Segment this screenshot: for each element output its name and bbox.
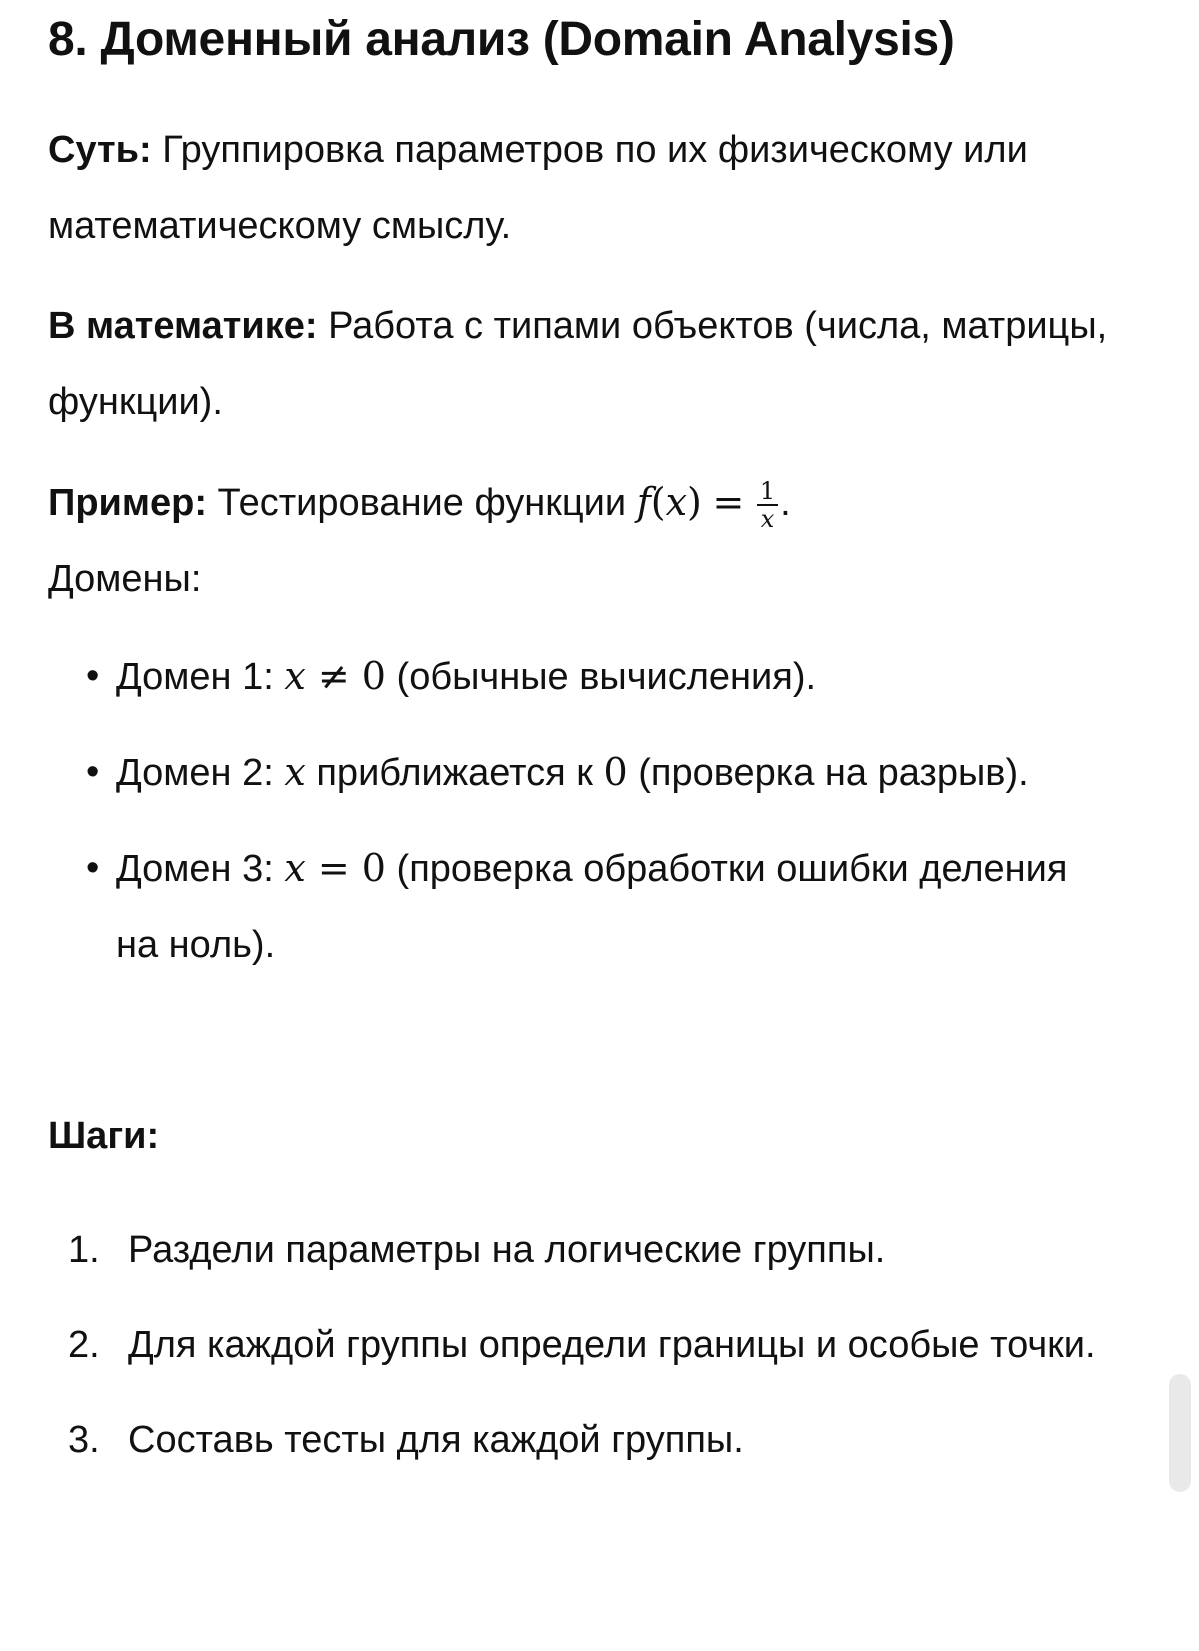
formula-period: . bbox=[780, 482, 791, 524]
domain-label: Домен 3: bbox=[116, 848, 285, 890]
domain-value: 0 bbox=[361, 654, 386, 698]
list-item bbox=[48, 638, 1108, 715]
bullet-icon: • bbox=[86, 655, 100, 697]
formula-equals: = bbox=[712, 480, 745, 524]
domain-value: 0 bbox=[361, 846, 386, 890]
step-number: 2. bbox=[68, 1324, 100, 1366]
domain-var: x bbox=[284, 750, 306, 794]
list-item bbox=[48, 1307, 1108, 1383]
formula-var: x bbox=[665, 480, 688, 524]
domains-label: Домены: bbox=[48, 558, 202, 600]
example-text: Тестирование функции bbox=[207, 482, 637, 524]
domains-list bbox=[48, 638, 1108, 1002]
step-text: Для каждой группы определи границы и особые точки. bbox=[128, 1324, 1096, 1366]
steps-title: Шаги: bbox=[48, 1115, 160, 1157]
domain-op: ≠ bbox=[305, 654, 362, 698]
essence-paragraph bbox=[48, 112, 1108, 264]
formula-paren-close: ) bbox=[687, 480, 702, 524]
domain-text: (проверка обработки ошибки деления на ноль). bbox=[116, 848, 1068, 966]
domain-op: приближается к bbox=[305, 752, 604, 794]
step-number: 1. bbox=[68, 1229, 100, 1271]
formula-fraction bbox=[757, 478, 778, 532]
domain-label: Домен 2: bbox=[116, 752, 285, 794]
fraction-denominator: x bbox=[760, 504, 775, 533]
domain-label: Домен 1: bbox=[116, 656, 285, 698]
page-title: 8. Доменный анализ (Domain Analysis) bbox=[48, 13, 955, 66]
step-text: Составь тесты для каждой группы. bbox=[128, 1419, 744, 1461]
formula-func: f bbox=[636, 480, 651, 524]
list-item bbox=[48, 1212, 1108, 1288]
steps-list bbox=[48, 1212, 1108, 1497]
list-item bbox=[48, 734, 1108, 811]
fraction-numerator: 1 bbox=[757, 478, 778, 506]
domain-var: x bbox=[284, 654, 306, 698]
list-item bbox=[48, 830, 1108, 983]
domain-value: 0 bbox=[603, 750, 628, 794]
article-content bbox=[48, 0, 1148, 1461]
example-paragraph bbox=[48, 464, 1108, 617]
scrollbar-thumb[interactable] bbox=[1169, 1374, 1191, 1492]
step-number: 3. bbox=[68, 1419, 100, 1461]
domain-text: (обычные вычисления). bbox=[385, 656, 817, 698]
bullet-icon: • bbox=[86, 751, 100, 793]
bullet-icon: • bbox=[86, 847, 100, 889]
formula-paren-open: ( bbox=[650, 480, 666, 524]
domain-var: x bbox=[284, 846, 306, 890]
step-text: Раздели параметры на логические группы. bbox=[128, 1229, 886, 1271]
math-label: В математике: bbox=[48, 305, 318, 347]
list-item bbox=[48, 1402, 1108, 1478]
essence-text: Группировка параметров по их физическому или математическому смыслу. bbox=[48, 129, 1028, 247]
essence-label: Суть: bbox=[48, 129, 152, 171]
domain-text: (проверка на разрыв). bbox=[627, 752, 1029, 794]
example-label: Пример: bbox=[48, 482, 207, 524]
domain-op: = bbox=[305, 846, 362, 890]
math-text: Работа с типами объектов (числа, матрицы, функции). bbox=[48, 305, 1108, 423]
math-paragraph bbox=[48, 288, 1108, 440]
